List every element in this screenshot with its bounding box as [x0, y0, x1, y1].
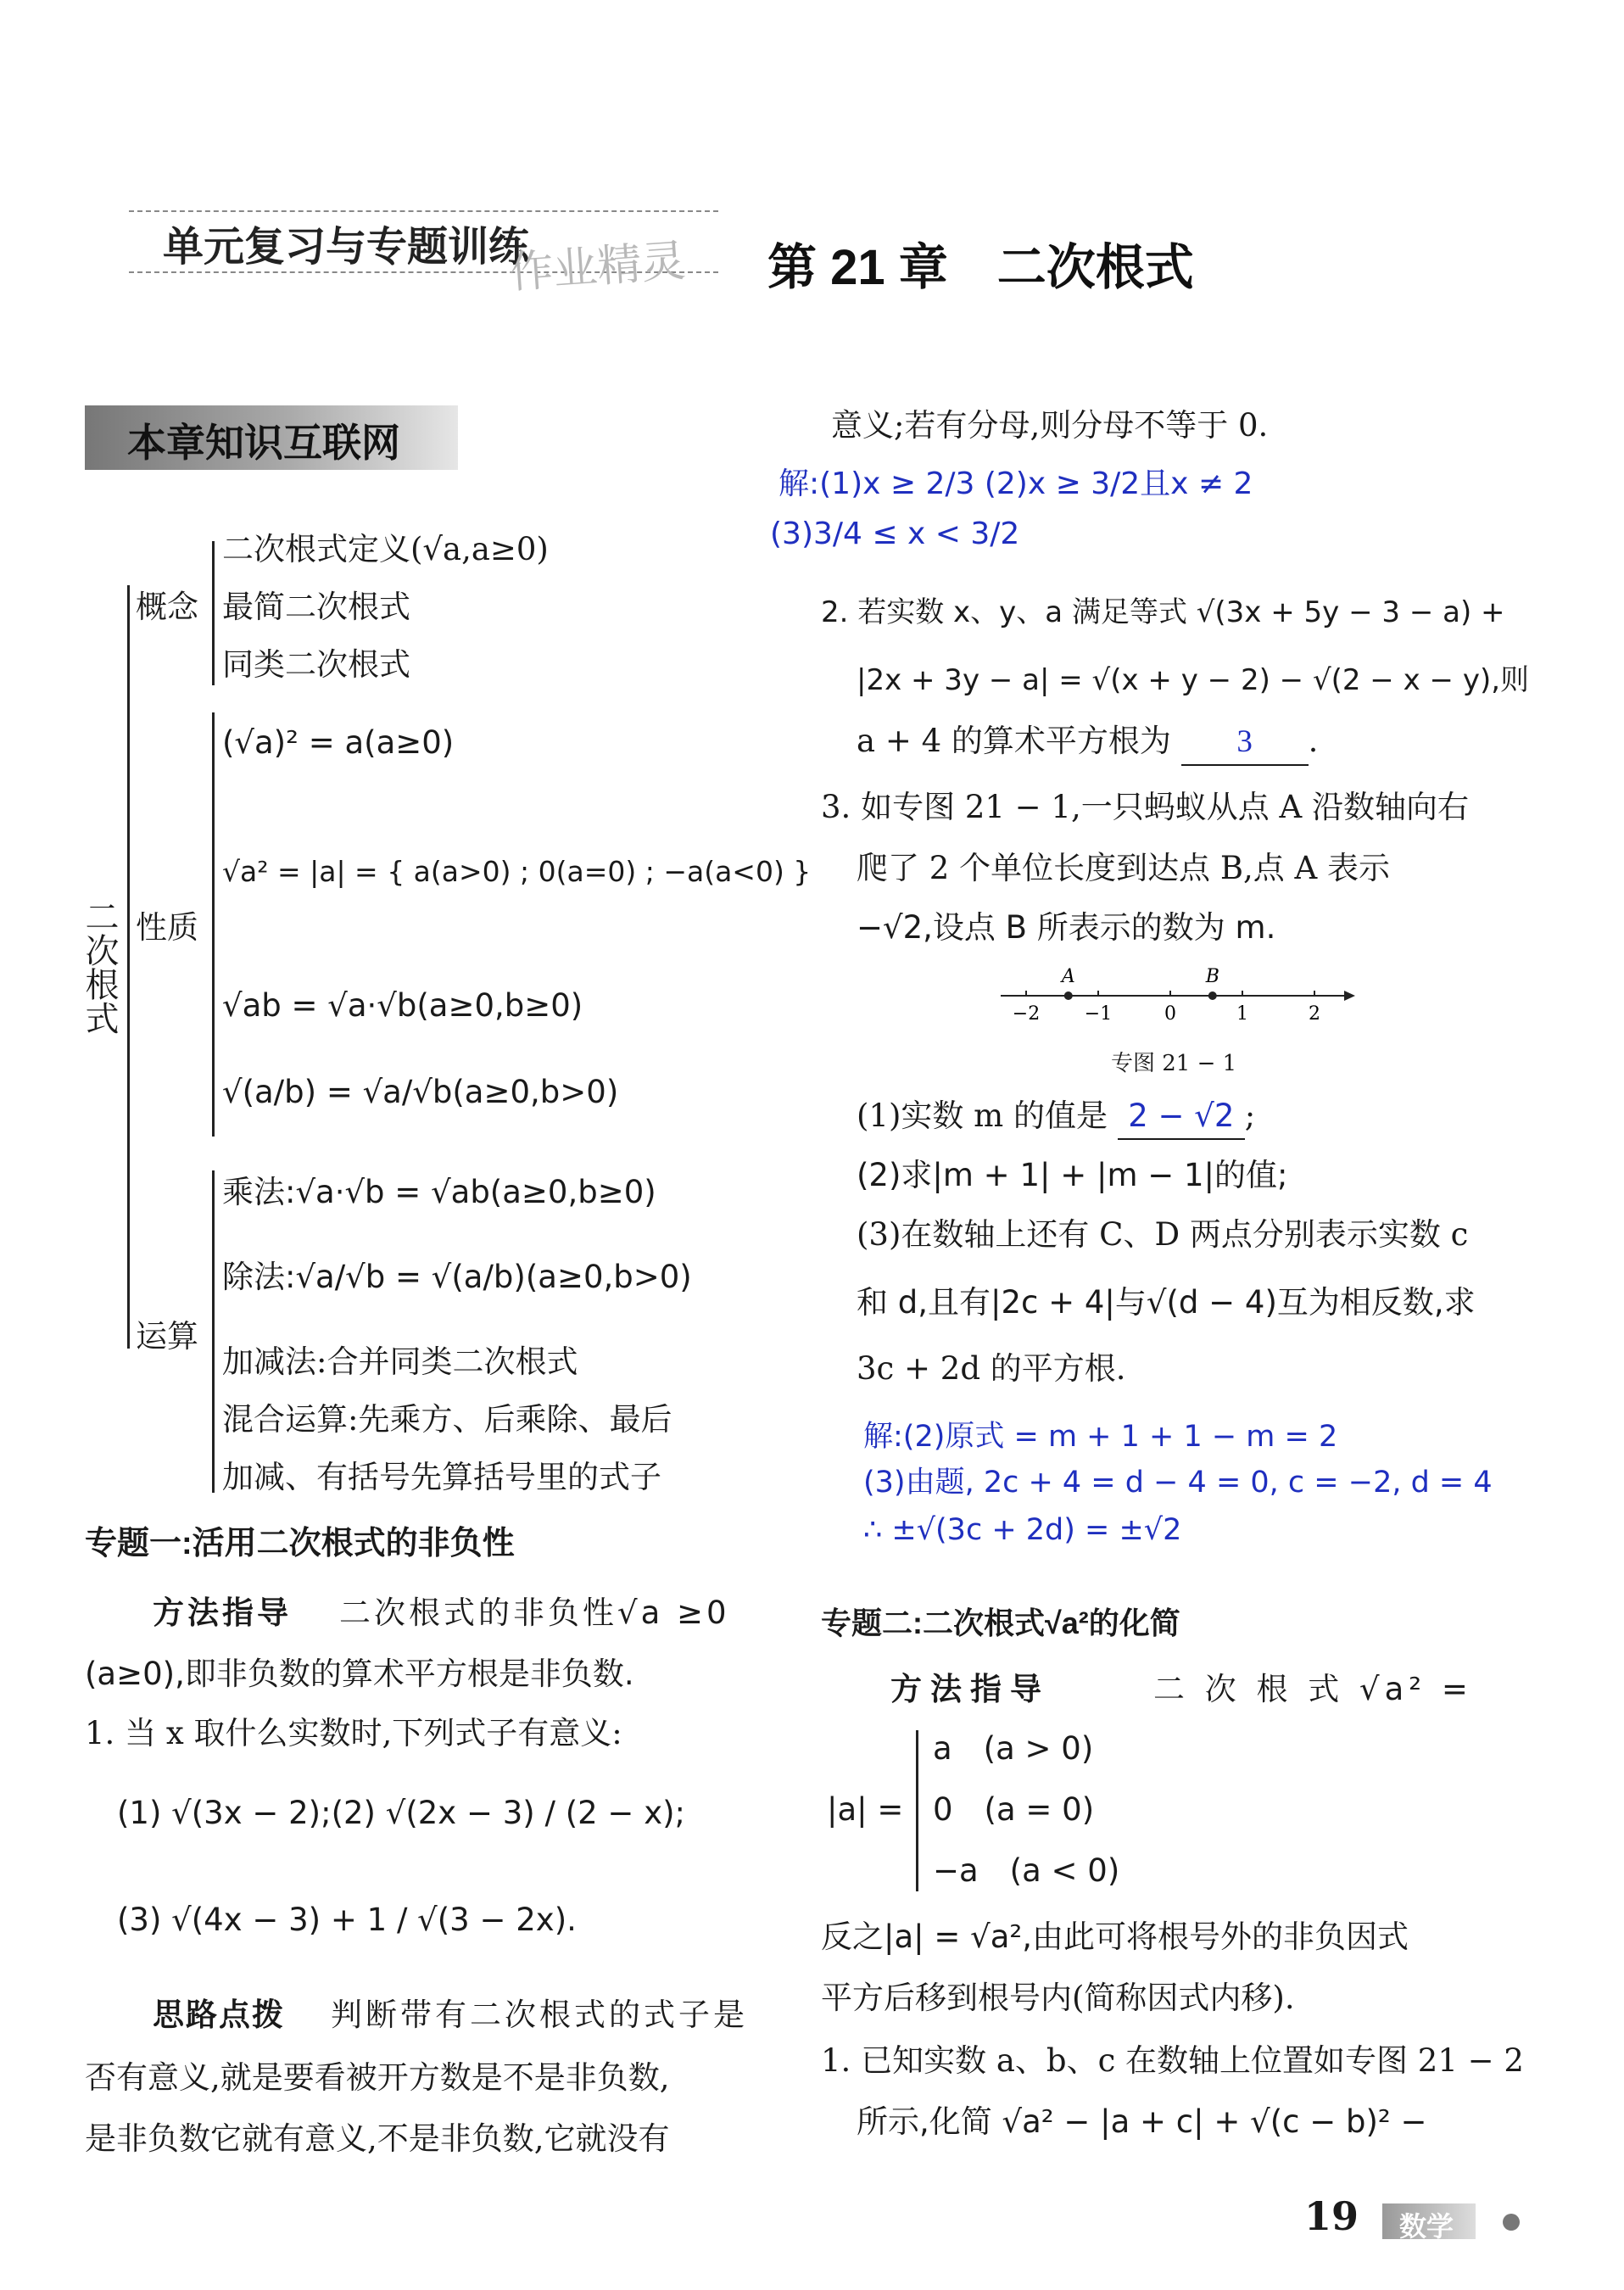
root-text: 二次根式 — [80, 899, 119, 1035]
axis-tick-label: 2 — [1309, 1003, 1320, 1025]
topic1-answer-1: 解:(1)x ≥ 2/3 (2)x ≥ 3/2且x ≠ 2 — [779, 466, 1253, 501]
chapter-title: 第 21 章 二次根式 — [767, 240, 1194, 295]
concept-brace — [212, 541, 215, 685]
topic2-q1-line-1: 1. 已知实数 a、b、c 在数轴上位置如专图 21 − 2 — [821, 2042, 1524, 2079]
q2-line-3-text: a + 4 的算术平方根为 — [857, 723, 1171, 759]
topic1-method-text-2: (a≥0),即非负数的算术平方根是非负数. — [85, 1656, 634, 1692]
axis-point-label: A — [1061, 966, 1075, 987]
topic1-q1-parts-1: (1) √(3x − 2);(2) √(2x − 3) / (2 − x); — [117, 1795, 685, 1831]
topic2-method-text: 二 次 根 式 √a² = — [1153, 1671, 1473, 1707]
axis-tick-label: −1 — [1084, 1003, 1113, 1025]
watermark: 作业精灵 — [507, 235, 688, 299]
topic2-case-2: 0 (a = 0) — [933, 1791, 1095, 1828]
operation-item-2: 除法:√a/√b = √(a/b)(a≥0,b>0) — [222, 1259, 692, 1295]
topic2-case-1: a (a > 0) — [933, 1730, 1094, 1767]
property-brace — [212, 712, 215, 1137]
root-label — [81, 899, 119, 1035]
topic1-answer-2: (3)3/4 ≤ x < 3/2 — [770, 517, 1020, 551]
q3-answer-1: 解:(2)原式 = m + 1 + 1 − m = 2 — [863, 1420, 1338, 1454]
operation-item-4: 混合运算:先乘方、后乘除、最后 — [222, 1401, 672, 1438]
footer-dot-icon — [1503, 2214, 1520, 2231]
section-label: 本章知识互联网 — [127, 421, 400, 465]
q3-line-1: 3. 如专图 21 − 1,一只蚂蚁从点 A 沿数轴向右 — [821, 789, 1469, 825]
q3-sub3-line-3: 3c + 2d 的平方根. — [857, 1350, 1126, 1387]
axis-arrow — [1344, 991, 1355, 1001]
q3-sub1-prefix: (1)实数 m 的值是 — [857, 1098, 1108, 1134]
topic1-q1-parts-2: (3) √(4x − 3) + 1 / √(3 − 2x). — [117, 1902, 577, 1938]
q3-line-2: 爬了 2 个单位长度到达点 B,点 A 表示 — [857, 850, 1391, 886]
property-item-1: (√a)² = a(a≥0) — [222, 724, 455, 761]
operation-brace — [212, 1170, 215, 1493]
topic1-hint-line-3: 是非负数它就有意义,不是非负数,它就没有 — [85, 2120, 670, 2157]
q2-answer: 3 — [1181, 720, 1309, 766]
topic1-q1-stem: 1. 当 x 取什么实数时,下列式子有意义: — [85, 1715, 622, 1751]
q3-answer-2: (3)由题, 2c + 4 = d − 4 = 0, c = −2, d = 4 — [863, 1466, 1493, 1500]
axis-point — [1064, 991, 1073, 1000]
topic2-method-label: 方法指导 — [890, 1672, 1050, 1706]
q3-sub1-semicolon: ; — [1244, 1098, 1256, 1134]
property-item-4: √(a/b) = √a/√b(a≥0,b>0) — [222, 1074, 619, 1110]
axis-point-label: B — [1205, 966, 1219, 987]
topic2-abs-label: |a| = — [827, 1791, 904, 1828]
subject-tab-label: 数学 — [1399, 2211, 1454, 2242]
series-title: 单元复习与专题训练 — [163, 225, 530, 270]
q3-sub3-line-2: 和 d,且有|2c + 4|与√(d − 4)互为相反数,求 — [857, 1284, 1476, 1321]
q2-line-2: |2x + 3y − a| = √(x + y − 2) − √(2 − x − y),则 — [857, 663, 1530, 697]
concept-item-1: 二次根式定义(√a,a≥0) — [222, 531, 549, 567]
number-line-figure — [992, 958, 1357, 1035]
operation-item-3: 加减法:合并同类二次根式 — [222, 1343, 578, 1380]
branch-concept: 概念 — [136, 589, 198, 625]
topic2-case-3: −a (a < 0) — [933, 1852, 1120, 1889]
branch-operation: 运算 — [136, 1318, 198, 1354]
axis-point — [1208, 991, 1217, 1000]
topic2-title: 专题二:二次根式√a²的化简 — [821, 1606, 1180, 1640]
page-number: 19 — [1304, 2193, 1359, 2239]
q3-line-3: −√2,设点 B 所表示的数为 m. — [857, 909, 1276, 946]
topic1-hint-line-2: 否有意义,就是要看被开方数是不是非负数, — [85, 2059, 670, 2096]
q2-line-3 — [857, 719, 1318, 766]
topic1-hint-line-1: 判断带有二次根式的式子是 — [331, 1997, 748, 2033]
axis-tick-label: 1 — [1236, 1003, 1248, 1025]
topic1-hint-line-4: 意义;若有分母,则分母不等于 0. — [831, 407, 1269, 444]
property-item-2: √a² = |a| = { a(a>0) ; 0(a=0) ; −a(a<0) } — [222, 855, 812, 888]
topic1-title: 专题一:活用二次根式的非负性 — [85, 1526, 515, 1561]
axis-tick-label: 0 — [1164, 1003, 1176, 1025]
concept-item-2: 最简二次根式 — [222, 589, 410, 625]
operation-item-5: 加减、有括号先算括号里的式子 — [222, 1459, 661, 1495]
topic1-hint-label: 思路点拨 — [153, 1997, 285, 2032]
root-brace — [127, 585, 130, 1349]
q3-sub1-answer: 2 − √2 — [1118, 1094, 1245, 1140]
q3-sub3-line-1: (3)在数轴上还有 C、D 两点分别表示实数 c — [857, 1216, 1469, 1253]
figure-caption: 专图 21 − 1 — [1111, 1051, 1237, 1076]
property-item-3: √ab = √a·√b(a≥0,b≥0) — [222, 987, 583, 1024]
axis-tick-label: −2 — [1012, 1003, 1041, 1025]
q3-sub2: (2)求|m + 1| + |m − 1|的值; — [857, 1157, 1288, 1193]
concept-item-3: 同类二次根式 — [222, 646, 410, 683]
q3-sub1 — [857, 1094, 1255, 1140]
topic2-after-2: 平方后移到根号内(简称因式内移). — [821, 1980, 1295, 2016]
topic2-brace — [916, 1730, 918, 1891]
topic2-q1-line-2: 所示,化简 √a² − |a + c| + √(c − b)² − — [857, 2103, 1427, 2140]
q2-line-1: 2. 若实数 x、y、a 满足等式 √(3x + 5y − 3 − a) + — [821, 595, 1505, 629]
topic2-after-1: 反之|a| = √a²,由此可将根号外的非负因式 — [821, 1919, 1409, 1955]
topic1-method-text-1: 二次根式的非负性√a ≥0 — [339, 1595, 730, 1631]
topic1-method-label: 方法指导 — [153, 1595, 292, 1630]
q2-period: . — [1308, 723, 1319, 759]
operation-item-1: 乘法:√a·√b = √ab(a≥0,b≥0) — [222, 1174, 656, 1210]
q3-answer-3: ∴ ±√(3c + 2d) = ±√2 — [863, 1513, 1182, 1547]
branch-property: 性质 — [136, 909, 198, 946]
